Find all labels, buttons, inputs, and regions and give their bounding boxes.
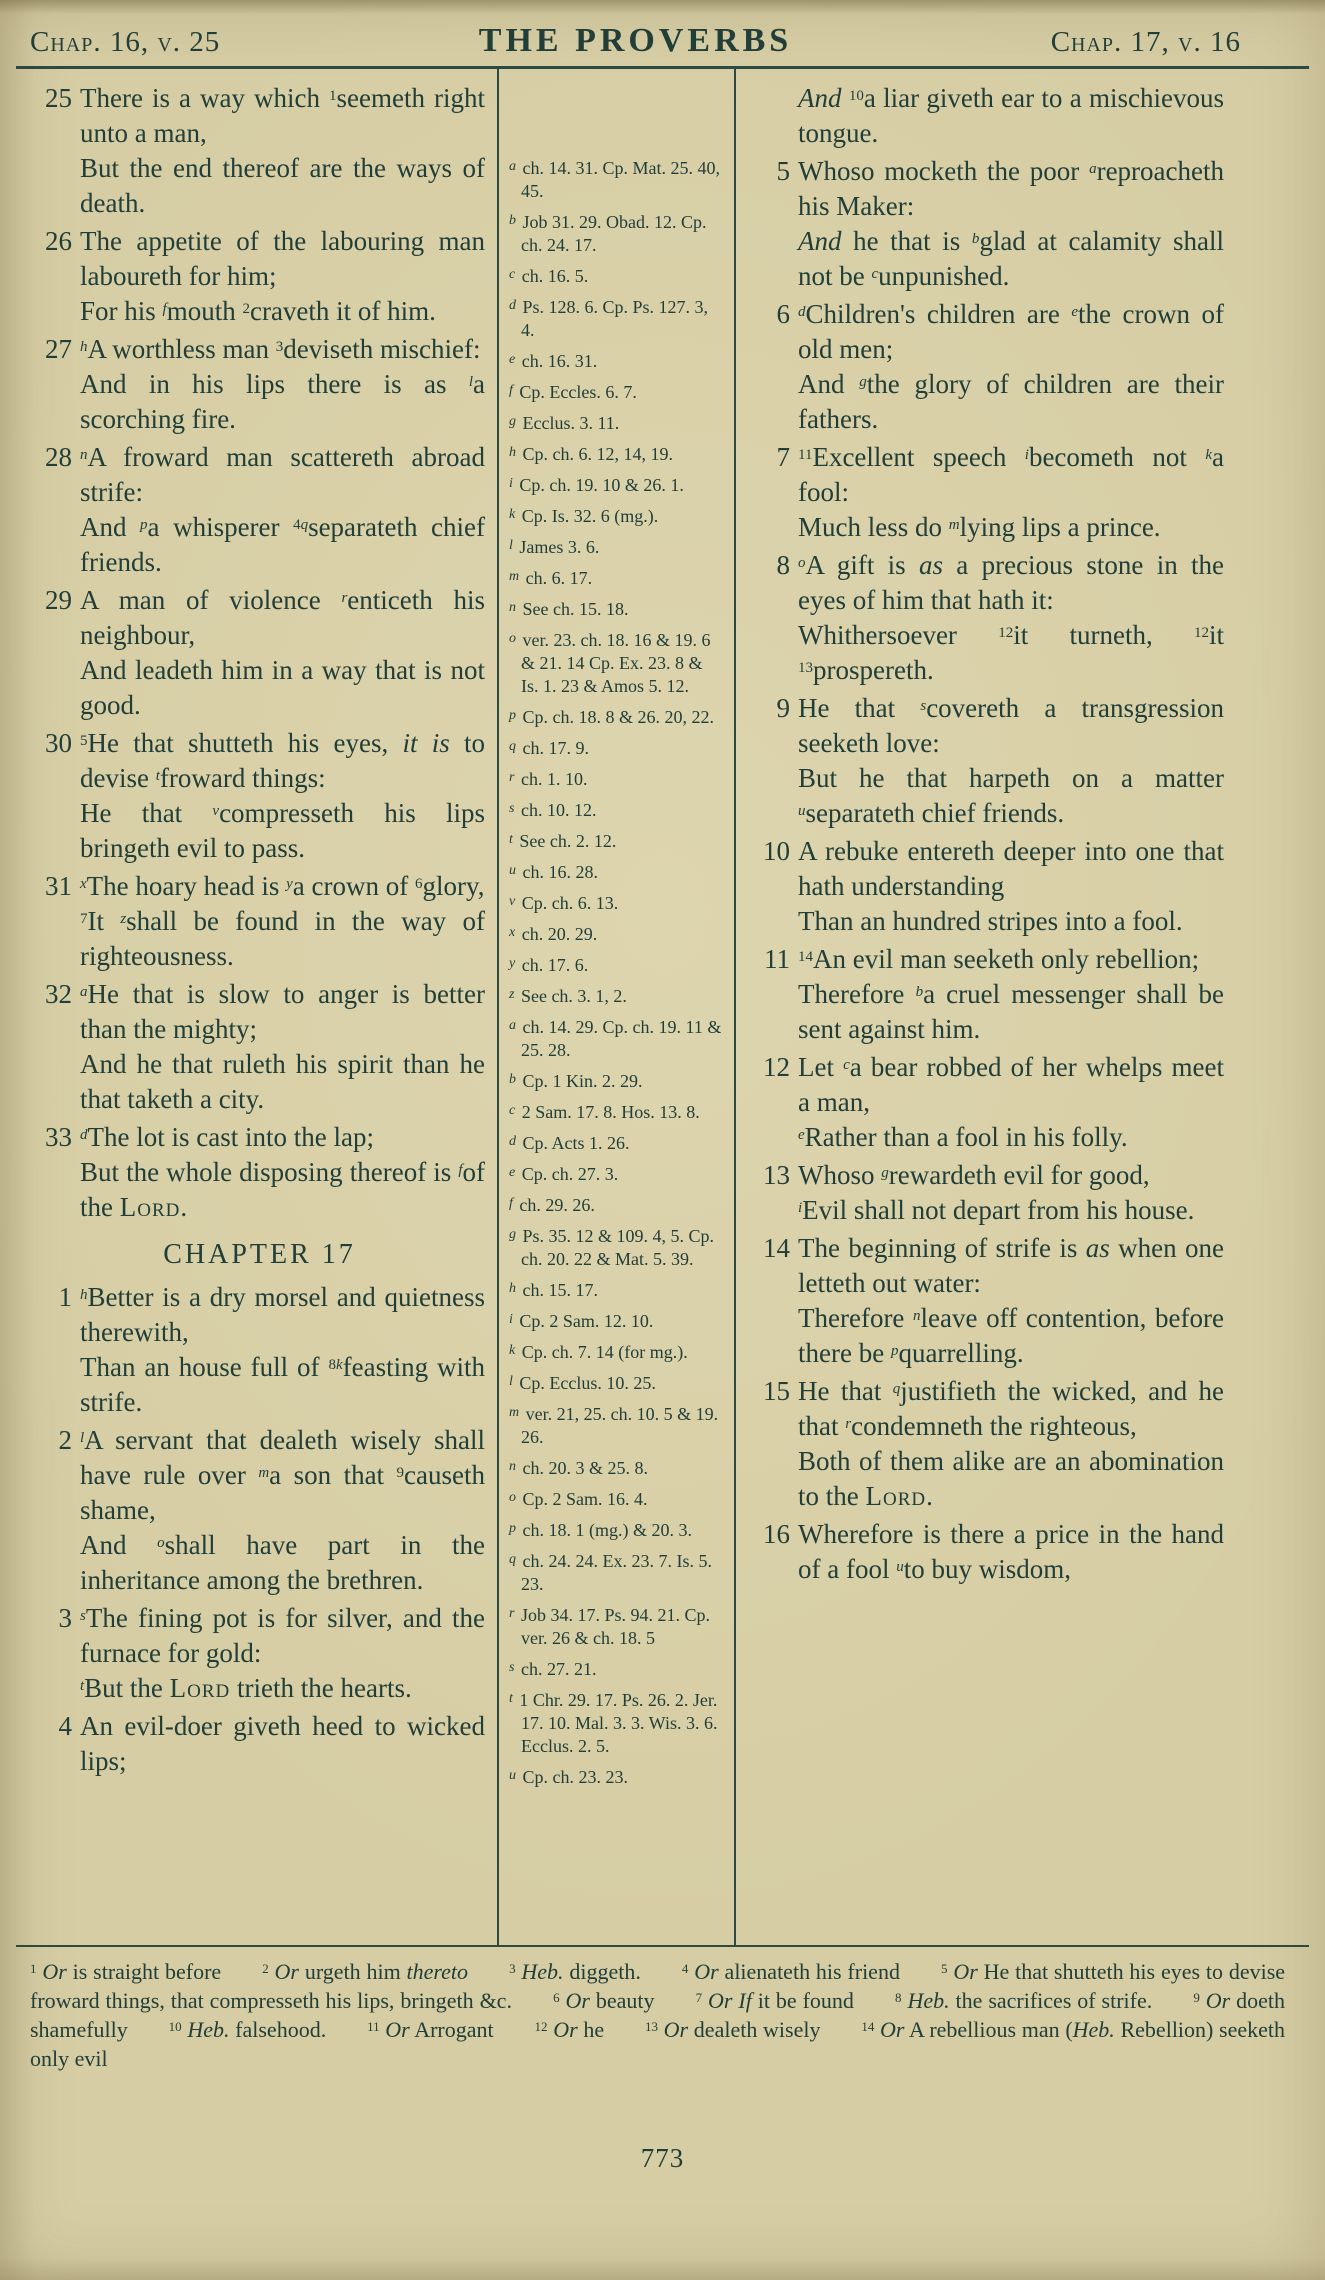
- cross-reference: $^e$ Cp. ch. 27. 3.: [509, 1164, 619, 1184]
- reference-mark: a: [80, 984, 88, 1000]
- footnote-number: 11: [367, 2019, 380, 2034]
- reference-mark: k: [335, 1357, 343, 1373]
- reference-letter: q: [509, 739, 516, 754]
- footnote-mark: 7: [80, 911, 88, 927]
- reference-mark: z: [120, 911, 127, 927]
- verse-line: And in his lips there is as $^l$a scorching fire.: [80, 369, 485, 434]
- footnote-mark: 12: [998, 625, 1014, 641]
- verse: [34, 1120, 485, 1225]
- reference-mark: p: [140, 517, 148, 533]
- verse: [752, 1158, 1224, 1228]
- footnote: $^{14}$ Or A rebellious man (Heb. Rebellion) seeketh only evil: [30, 2017, 1286, 2071]
- footnote-mark: 5: [80, 733, 88, 749]
- cross-reference: $^o$ Cp. 2 Sam. 16. 4.: [509, 1489, 648, 1509]
- verse: [34, 1601, 485, 1706]
- verse-line: An evil-doer giveth heed to wicked lips;: [80, 1711, 485, 1776]
- reference-letter: t: [509, 1691, 513, 1706]
- reference-letter: i: [509, 476, 513, 491]
- reference-mark: g: [881, 1165, 889, 1181]
- footnote-number: 12: [534, 2019, 548, 2034]
- verse-line: $^{14}$An evil man seeketh only rebellion;: [798, 944, 1200, 974]
- reference-letter: z: [509, 987, 515, 1002]
- footnote: $^4$ Or alienateth his friend: [681, 1959, 900, 1984]
- reference-mark: f: [162, 301, 167, 317]
- footnote-number: 5: [940, 1961, 948, 1976]
- right-verse-column: [736, 77, 1236, 1945]
- verse: [34, 726, 485, 866]
- reference-letter: t: [509, 832, 513, 847]
- verse-line: Let $^c$a bear robbed of her whelps meet a man,: [798, 1052, 1224, 1117]
- cross-reference: $^b$ Job 31. 29. Obad. 12. Cp. ch. 24. 17.: [509, 212, 707, 255]
- reference-letter: g: [509, 1227, 516, 1242]
- reference-mark: q: [300, 517, 309, 533]
- reference-letter: d: [509, 298, 516, 313]
- reference-mark: h: [80, 339, 88, 355]
- cross-reference: $^p$ ch. 18. 1 (mg.) & 20. 3.: [509, 1520, 692, 1540]
- verse: [34, 224, 485, 329]
- verse-number: 15: [763, 1376, 790, 1406]
- footnote: $^{10}$ Heb. falsehood.: [168, 2017, 327, 2042]
- cross-reference: $^t$ See ch. 2. 12.: [509, 831, 617, 851]
- reference-mark: y: [286, 876, 293, 892]
- footnote-number: 4: [681, 1961, 689, 1976]
- reference-letter: f: [509, 1196, 513, 1211]
- verse: [752, 1231, 1224, 1371]
- verse-line: Than an house full of $^{8k}$feasting with strife.: [80, 1352, 485, 1417]
- cross-reference: $^g$ Ps. 35. 12 & 109. 4, 5. Cp. ch. 20. 22 & Mat. 5. 39.: [509, 1226, 715, 1269]
- verse-line: And $^p$a whisperer $^{4q}$separateth chief friends.: [80, 512, 485, 577]
- reference-letter: o: [509, 631, 516, 646]
- small-caps-word: Lord: [169, 1673, 231, 1703]
- footnote-mark: 12: [1193, 625, 1209, 641]
- reference-mark: m: [948, 517, 960, 533]
- reference-mark: b: [915, 984, 924, 1000]
- reference-letter: f: [509, 383, 513, 398]
- reference-mark: s: [920, 698, 927, 714]
- reference-letter: g: [509, 414, 516, 429]
- reference-letter: a: [509, 159, 516, 174]
- cross-reference: $^k$ Cp. Is. 32. 6 (mg.).: [509, 506, 659, 526]
- verse-line: $^x$The hoary head is $^y$a crown of $^6$glory,: [80, 871, 485, 901]
- reference-mark: i: [1024, 447, 1029, 463]
- reference-letter: q: [509, 1552, 516, 1567]
- verse: [34, 440, 485, 580]
- verse-number: 12: [763, 1052, 790, 1082]
- cross-reference-column: [499, 77, 734, 1945]
- text-columns: [0, 69, 1325, 1945]
- verse-line: $^5$He that shutteth his eyes, it is to devise $^t$froward things:: [80, 728, 485, 793]
- verse-number: 3: [58, 1603, 72, 1633]
- footnote-number: 1: [30, 1961, 37, 1976]
- footnote-number: 3: [509, 1961, 516, 1976]
- reference-mark: k: [1205, 447, 1212, 463]
- footnotes: [0, 1947, 1325, 2117]
- verse-number: 30: [45, 728, 72, 758]
- cross-reference: $^m$ ch. 6. 17.: [509, 568, 593, 588]
- verse-line: But the end thereof are the ways of death.: [80, 153, 485, 218]
- reference-mark: a: [1089, 161, 1097, 177]
- footnote-mark: 9: [396, 1465, 405, 1481]
- reference-letter: e: [509, 1165, 516, 1180]
- verse-line: $^7$It $^z$shall be found in the way of righteousness.: [80, 906, 485, 971]
- cross-reference: $^s$ ch. 10. 12.: [509, 800, 597, 820]
- reference-letter: c: [509, 267, 516, 282]
- reference-mark: l: [468, 374, 474, 390]
- page-header: [0, 0, 1325, 66]
- reference-mark: e: [1071, 304, 1079, 320]
- cross-reference: $^n$ ch. 20. 3 & 25. 8.: [509, 1458, 648, 1478]
- reference-mark: c: [843, 1057, 850, 1073]
- cross-reference: $^i$ Cp. ch. 19. 10 & 26. 1.: [509, 475, 684, 495]
- reference-mark: n: [80, 447, 88, 463]
- verse-number: 25: [45, 83, 72, 113]
- verse: [752, 1374, 1224, 1514]
- reference-letter: h: [509, 445, 516, 460]
- verse-line: Than an hundred stripes into a fool.: [798, 906, 1183, 936]
- verse-number: 27: [45, 334, 72, 364]
- footnote-number: 8: [895, 1990, 902, 2005]
- cross-reference: $^n$ See ch. 15. 18.: [509, 599, 629, 619]
- cross-reference: $^b$ Cp. 1 Kin. 2. 29.: [509, 1071, 643, 1091]
- footnote-mark: 13: [798, 660, 813, 676]
- footnote-mark: 10: [848, 88, 864, 104]
- footnote-mark: 11: [798, 447, 813, 463]
- verse-number: 32: [45, 979, 72, 1009]
- verse-number: 5: [776, 156, 790, 186]
- reference-mark: r: [845, 1416, 852, 1432]
- cross-reference: $^i$ Cp. 2 Sam. 12. 10.: [509, 1311, 654, 1331]
- verse: [34, 583, 485, 723]
- cross-reference: $^l$ Cp. Ecclus. 10. 25.: [509, 1373, 656, 1393]
- reference-mark: e: [798, 1127, 805, 1143]
- reference-letter: r: [509, 770, 515, 785]
- footnote: $^6$ Or beauty: [553, 1988, 655, 2013]
- verse: [752, 942, 1224, 1047]
- cross-reference: $^q$ ch. 17. 9.: [509, 738, 589, 758]
- verse-line: Therefore $^n$leave off contention, before there be $^p$quarrelling.: [798, 1303, 1224, 1368]
- cross-reference: $^f$ ch. 29. 26.: [509, 1195, 595, 1215]
- footnote: $^5$ Or He that shutteth his eyes to devise froward things, that compresseth his lips, bringeth &c.: [30, 1959, 1286, 2013]
- footnote: $^2$ Or urgeth him thereto: [262, 1959, 469, 1984]
- verse-line: $^d$Children's children are $^e$the crown of old men;: [798, 299, 1225, 364]
- footnote-mark: 3: [275, 339, 284, 355]
- footnote: $^1$ Or is straight before: [30, 1959, 222, 1984]
- verse-line: Whoso mocketh the poor $^a$reproacheth his Maker:: [798, 156, 1224, 221]
- reference-letter: m: [509, 569, 520, 584]
- verse: [752, 691, 1224, 831]
- verse-line: A rebuke entereth deeper into one that hath understanding: [798, 836, 1224, 901]
- cross-reference: $^y$ ch. 17. 6.: [509, 955, 589, 975]
- verse-number: 26: [45, 226, 72, 256]
- verse: [752, 154, 1224, 294]
- verse-line: The beginning of strife is as when one letteth out water:: [798, 1233, 1224, 1298]
- footnote-mark: 6: [414, 876, 423, 892]
- verse-number: 11: [764, 944, 790, 974]
- verse-number: 10: [763, 836, 790, 866]
- reference-mark: s: [80, 1608, 86, 1624]
- cross-reference: $^s$ ch. 27. 21.: [509, 1659, 597, 1679]
- footnote: $^8$ Heb. the sacrifices of strife.: [895, 1988, 1153, 2013]
- verse-line: Wherefore is there a price in the hand of a fool $^u$to buy wisdom,: [798, 1519, 1224, 1584]
- verse-line: He that $^s$covereth a transgression seeketh love:: [798, 693, 1224, 758]
- verse-line: $^{11}$Excellent speech $^i$becometh not $^k$a fool:: [798, 442, 1224, 507]
- footnote-number: 13: [644, 2019, 658, 2034]
- verse: [752, 1050, 1224, 1155]
- cross-reference: $^q$ ch. 24. 24. Ex. 23. 7. Is. 5. 23.: [509, 1551, 712, 1594]
- footnote-mark: 14: [798, 949, 813, 965]
- verse-line: $^h$Better is a dry morsel and quietness therewith,: [80, 1282, 485, 1347]
- reference-letter: r: [509, 1606, 515, 1621]
- reference-letter: n: [509, 600, 516, 615]
- footnote: $^{13}$ Or dealeth wisely: [644, 2017, 821, 2042]
- footnote-number: 7: [695, 1990, 703, 2005]
- verse-number: 16: [763, 1519, 790, 1549]
- verse-number: 7: [776, 442, 790, 472]
- cross-reference: $^e$ ch. 16. 31.: [509, 351, 598, 371]
- verse: [752, 440, 1224, 545]
- reference-mark: n: [913, 1308, 921, 1324]
- footnote-mark: 8: [328, 1357, 336, 1373]
- reference-mark: x: [80, 876, 87, 892]
- verse-number: 8: [776, 550, 790, 580]
- cross-reference: $^d$ Cp. Acts 1. 26.: [509, 1133, 630, 1153]
- reference-letter: e: [509, 352, 516, 367]
- cross-reference: $^g$ Ecclus. 3. 11.: [509, 413, 620, 433]
- verse-line: $^l$A servant that dealeth wisely shall have rule over $^m$a son that $^9$causeth shame,: [80, 1425, 485, 1525]
- verse-number: 14: [763, 1233, 790, 1263]
- verse-line: And leadeth him in a way that is not good.: [80, 655, 485, 720]
- cross-reference: $^v$ Cp. ch. 6. 13.: [509, 893, 619, 913]
- cross-reference: $^r$ ch. 1. 10.: [509, 769, 588, 789]
- verse-line: $^t$But the Lord trieth the hearts.: [80, 1673, 412, 1703]
- reference-mark: v: [212, 803, 220, 819]
- reference-mark: q: [892, 1381, 901, 1397]
- cross-reference: $^u$ ch. 16. 28.: [509, 862, 598, 882]
- footnote-number: 14: [861, 2019, 875, 2034]
- reference-letter: n: [509, 1459, 516, 1474]
- verse: [34, 1423, 485, 1598]
- verse: [34, 1709, 485, 1779]
- reference-letter: d: [509, 1134, 516, 1149]
- verse-line: $^d$The lot is cast into the lap;: [80, 1122, 374, 1152]
- verse-line: And he that is $^b$glad at calamity shall not be $^c$unpunished.: [798, 226, 1224, 291]
- verse-line: And $^o$shall have part in the inheritance among the brethren.: [80, 1530, 486, 1595]
- cross-reference: $^l$ James 3. 6.: [509, 537, 600, 557]
- cross-reference: $^z$ See ch. 3. 1, 2.: [509, 986, 627, 1006]
- reference-letter: p: [509, 1521, 516, 1536]
- verse-line: For his $^f$mouth $^2$craveth it of him.: [80, 296, 436, 326]
- verse: [752, 1517, 1224, 1587]
- reference-letter: s: [509, 801, 515, 816]
- verse-number: 33: [45, 1122, 72, 1152]
- verse-number: 28: [45, 442, 72, 472]
- reference-letter: p: [509, 708, 516, 723]
- reference-mark: h: [80, 1287, 88, 1303]
- footnote: $^7$ Or If it be found: [695, 1988, 854, 2013]
- reference-letter: u: [509, 1768, 516, 1783]
- reference-mark: u: [896, 1559, 904, 1575]
- verse: [752, 297, 1224, 437]
- running-head-left: Chap. 16, v. 25: [30, 26, 221, 58]
- verse-line: And he that ruleth his spirit than he that taketh a city.: [80, 1049, 485, 1114]
- reference-mark: o: [798, 555, 806, 571]
- footnote-mark: 4: [293, 517, 301, 533]
- reference-mark: d: [798, 304, 806, 320]
- verse-line: A man of violence $^r$enticeth his neighbour,: [80, 585, 485, 650]
- verse-number: 31: [45, 871, 72, 901]
- reference-mark: t: [155, 768, 160, 784]
- reference-letter: b: [509, 213, 516, 228]
- verse-number: 1: [58, 1282, 72, 1312]
- verse-line: Both of them alike are an abomination to the Lord.: [798, 1446, 1224, 1511]
- reference-letter: y: [509, 956, 516, 971]
- verse-line: $^h$A worthless man $^3$deviseth mischief:: [80, 334, 481, 364]
- small-caps-word: Lord: [119, 1192, 181, 1222]
- book-title: THE PROVERBS: [478, 22, 793, 59]
- reference-letter: h: [509, 1281, 516, 1296]
- left-verse-column: [16, 77, 497, 1945]
- verse-line: Therefore $^b$a cruel messenger shall be sent against him.: [798, 979, 1224, 1044]
- reference-letter: o: [509, 1490, 516, 1505]
- verse-line: He that $^v$compresseth his lips bringeth evil to pass.: [80, 798, 485, 863]
- cross-reference: $^d$ Ps. 128. 6. Cp. Ps. 127. 3, 4.: [509, 297, 709, 340]
- verse: [752, 548, 1224, 688]
- cross-reference: $^m$ ver. 21, 25. ch. 10. 5 & 19. 26.: [509, 1404, 719, 1447]
- footnote: $^9$ Or doeth shamefully: [30, 1988, 1286, 2042]
- reference-mark: o: [157, 1535, 165, 1551]
- reference-mark: c: [871, 266, 879, 282]
- footnote-number: 9: [1193, 1990, 1200, 2005]
- running-head-right: Chap. 17, v. 16: [1050, 26, 1241, 58]
- verse-line: And $^g$the glory of children are their fathers.: [798, 369, 1225, 434]
- reference-letter: c: [509, 1103, 516, 1118]
- verse: [34, 869, 485, 974]
- verse-line: The appetite of the labouring man laboureth for him;: [80, 226, 485, 291]
- verse-number: 6: [776, 299, 790, 329]
- verse-line: $^n$A froward man scattereth abroad strife:: [80, 442, 485, 507]
- reference-letter: a: [509, 1018, 516, 1033]
- reference-mark: l: [80, 1430, 85, 1446]
- reference-mark: b: [971, 231, 980, 247]
- footnote-number: 2: [262, 1961, 269, 1976]
- verse-line: There is a way which $^1$seemeth right unto a man,: [80, 83, 485, 148]
- footnote-number: 6: [553, 1990, 560, 2005]
- reference-mark: d: [80, 1127, 88, 1143]
- reference-letter: k: [509, 507, 516, 522]
- reference-letter: m: [509, 1405, 520, 1420]
- cross-reference: $^a$ ch. 14. 29. Cp. ch. 19. 11 & 25. 28.: [509, 1017, 722, 1060]
- cross-reference: $^r$ Job 34. 17. Ps. 94. 21. Cp. ver. 26 & ch. 18. 5: [509, 1605, 710, 1648]
- verse: [752, 81, 1224, 151]
- reference-letter: b: [509, 1072, 516, 1087]
- verse: [34, 332, 485, 437]
- verse-number: 29: [45, 585, 72, 615]
- reference-mark: t: [80, 1678, 85, 1694]
- verse-number: 13: [763, 1160, 790, 1190]
- cross-reference: $^x$ ch. 20. 29.: [509, 924, 598, 944]
- cross-reference: $^f$ Cp. Eccles. 6. 7.: [509, 382, 637, 402]
- reference-mark: i: [798, 1200, 803, 1216]
- verse-number: 2: [58, 1425, 72, 1455]
- cross-reference: $^a$ ch. 14. 31. Cp. Mat. 25. 40, 45.: [509, 158, 720, 201]
- chapter-heading: CHAPTER 17: [163, 1239, 356, 1270]
- verse-line: $^i$Evil shall not depart from his house.: [798, 1195, 1195, 1225]
- verse-line: $^e$Rather than a fool in his folly.: [798, 1122, 1128, 1152]
- verse-number: 9: [776, 693, 790, 723]
- cross-reference: $^t$ 1 Chr. 29. 17. Ps. 26. 2. Jer. 17. 10. Mal. 3. 3. Wis. 3. 6. Ecclus. 2. 5.: [509, 1690, 718, 1756]
- reference-letter: s: [509, 1660, 515, 1675]
- verse-line: $^o$A gift is as a precious stone in the eyes of him that hath it:: [798, 550, 1224, 615]
- verse: [34, 81, 485, 221]
- cross-reference: $^c$ 2 Sam. 17. 8. Hos. 13. 8.: [509, 1102, 700, 1122]
- footnote-number: 10: [168, 2019, 182, 2034]
- cross-reference: $^p$ Cp. ch. 18. 8 & 26. 20, 22.: [509, 707, 714, 727]
- verse-line: And $^{10}$a liar giveth ear to a mischievous tongue.: [798, 83, 1225, 148]
- reference-letter: k: [509, 1343, 516, 1358]
- cross-reference: $^u$ Cp. ch. 23. 23.: [509, 1767, 628, 1787]
- reference-letter: l: [509, 538, 513, 553]
- reference-mark: p: [890, 1343, 899, 1359]
- reference-mark: g: [859, 374, 867, 390]
- reference-letter: i: [509, 1312, 513, 1327]
- verse-line: He that $^q$justifieth the wicked, and he that $^r$condemneth the righteous,: [798, 1376, 1224, 1441]
- reference-mark: u: [798, 803, 806, 819]
- verse-line: Much less do $^m$lying lips a prince.: [798, 512, 1161, 542]
- reference-letter: x: [509, 925, 516, 940]
- cross-reference: $^o$ ver. 23. ch. 18. 16 & 19. 6 & 21. 14 Cp. Ex. 23. 8 & Is. 1. 23 & Amos 5. 12.: [509, 630, 711, 696]
- footnote: $^{11}$ Or Arrogant: [367, 2017, 494, 2042]
- reference-letter: v: [509, 894, 516, 909]
- footnote-mark: 1: [329, 88, 337, 104]
- verse-line: But he that harpeth on a matter $^u$separateth chief friends.: [798, 763, 1224, 828]
- footnote-mark: 2: [242, 301, 250, 317]
- verse-line: Whithersoever $^{12}$it turneth, $^{12}$it $^{13}$prospereth.: [798, 620, 1224, 685]
- verse-number: 4: [58, 1711, 72, 1741]
- verse: [34, 1280, 485, 1420]
- reference-mark: f: [458, 1162, 463, 1178]
- cross-reference: $^k$ Cp. ch. 7. 14 (for mg.).: [509, 1342, 688, 1362]
- verse-line: $^a$He that is slow to anger is better than the mighty;: [80, 979, 485, 1044]
- cross-reference: $^h$ ch. 15. 17.: [509, 1280, 598, 1300]
- verse: [752, 834, 1224, 939]
- verse-line: $^s$The fining pot is for silver, and the furnace for gold:: [80, 1603, 485, 1668]
- cross-reference: $^h$ Cp. ch. 6. 12, 14, 19.: [509, 444, 673, 464]
- reference-letter: u: [509, 863, 516, 878]
- footnote: $^{12}$ Or he: [534, 2017, 605, 2042]
- verse-line: Whoso $^g$rewardeth evil for good,: [798, 1160, 1150, 1190]
- reference-mark: m: [258, 1465, 270, 1481]
- verse-line: But the whole disposing thereof is $^f$of the Lord.: [80, 1157, 485, 1222]
- small-caps-word: Lord: [865, 1481, 927, 1511]
- page-number: 773: [640, 2143, 685, 2173]
- reference-mark: r: [341, 590, 348, 606]
- footnote: $^3$ Heb. diggeth.: [509, 1959, 641, 1984]
- cross-reference: $^c$ ch. 16. 5.: [509, 266, 589, 286]
- reference-letter: l: [509, 1374, 513, 1389]
- verse: [34, 977, 485, 1117]
